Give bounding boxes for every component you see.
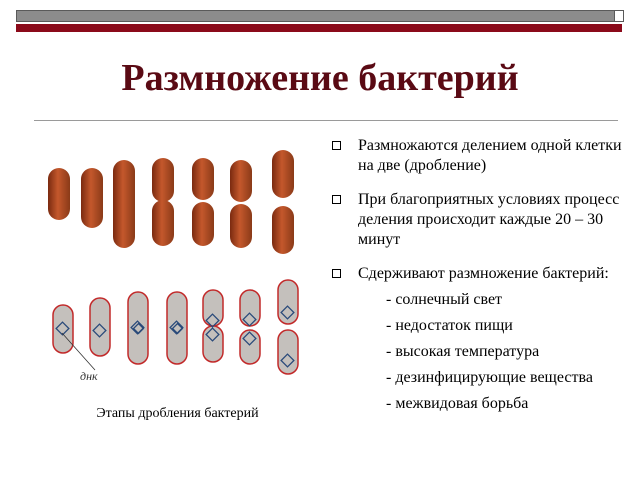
- bacterium-rod: [192, 202, 214, 246]
- cell-diagram-row: [53, 280, 298, 374]
- bacterium-rod: [272, 206, 294, 254]
- factor-item: - высокая температура: [386, 343, 540, 360]
- cell-diagram: [240, 290, 260, 326]
- factor-item: - солнечный свет: [386, 291, 503, 308]
- bullet-inhibitors-text: Сдерживают размножение бактерий:: [358, 265, 609, 282]
- bacterium-rod: [192, 158, 214, 200]
- bacterium-rod: [152, 158, 174, 202]
- cell-diagram: [278, 330, 298, 374]
- bullet-reproduction: Размножаются делением одной клетки на две (дробление): [330, 136, 630, 176]
- figure-caption: Этапы дробления бактерий: [96, 406, 259, 421]
- header-gray-band: [16, 10, 616, 22]
- bacterium-rod: [230, 204, 252, 248]
- dna-label: днк: [80, 369, 98, 383]
- cell-diagram: [240, 330, 260, 364]
- factor-item: - недостаток пищи: [386, 317, 513, 334]
- content-list: [330, 136, 630, 428]
- slide-title: Размножение бактерий: [121, 57, 519, 99]
- bacterium-rod: [152, 200, 174, 246]
- cell-diagram: [90, 298, 110, 356]
- bacterium-rod: [48, 168, 70, 220]
- cell-diagram: [278, 280, 298, 324]
- cell-diagram: [203, 326, 223, 362]
- header-red-bar: [16, 24, 622, 32]
- factor-item: - дезинфицирующие вещества: [386, 369, 593, 386]
- header-end-box: [614, 10, 624, 22]
- bullet-division-rate: При благоприятных условиях процесс деления происходит каждые 20 – 30 минут: [330, 190, 630, 250]
- bacterium-rod: [113, 160, 135, 248]
- bullet-inhibitors: [330, 264, 630, 414]
- bacteria-rods-row: [48, 150, 294, 254]
- title-divider: [34, 120, 618, 121]
- bacterium-rod: [272, 150, 294, 198]
- bacterium-rod: [230, 160, 252, 202]
- bacterium-rod: [81, 168, 103, 228]
- bacteria-division-figure: [40, 140, 310, 390]
- factor-item: - межвидовая борьба: [386, 395, 529, 412]
